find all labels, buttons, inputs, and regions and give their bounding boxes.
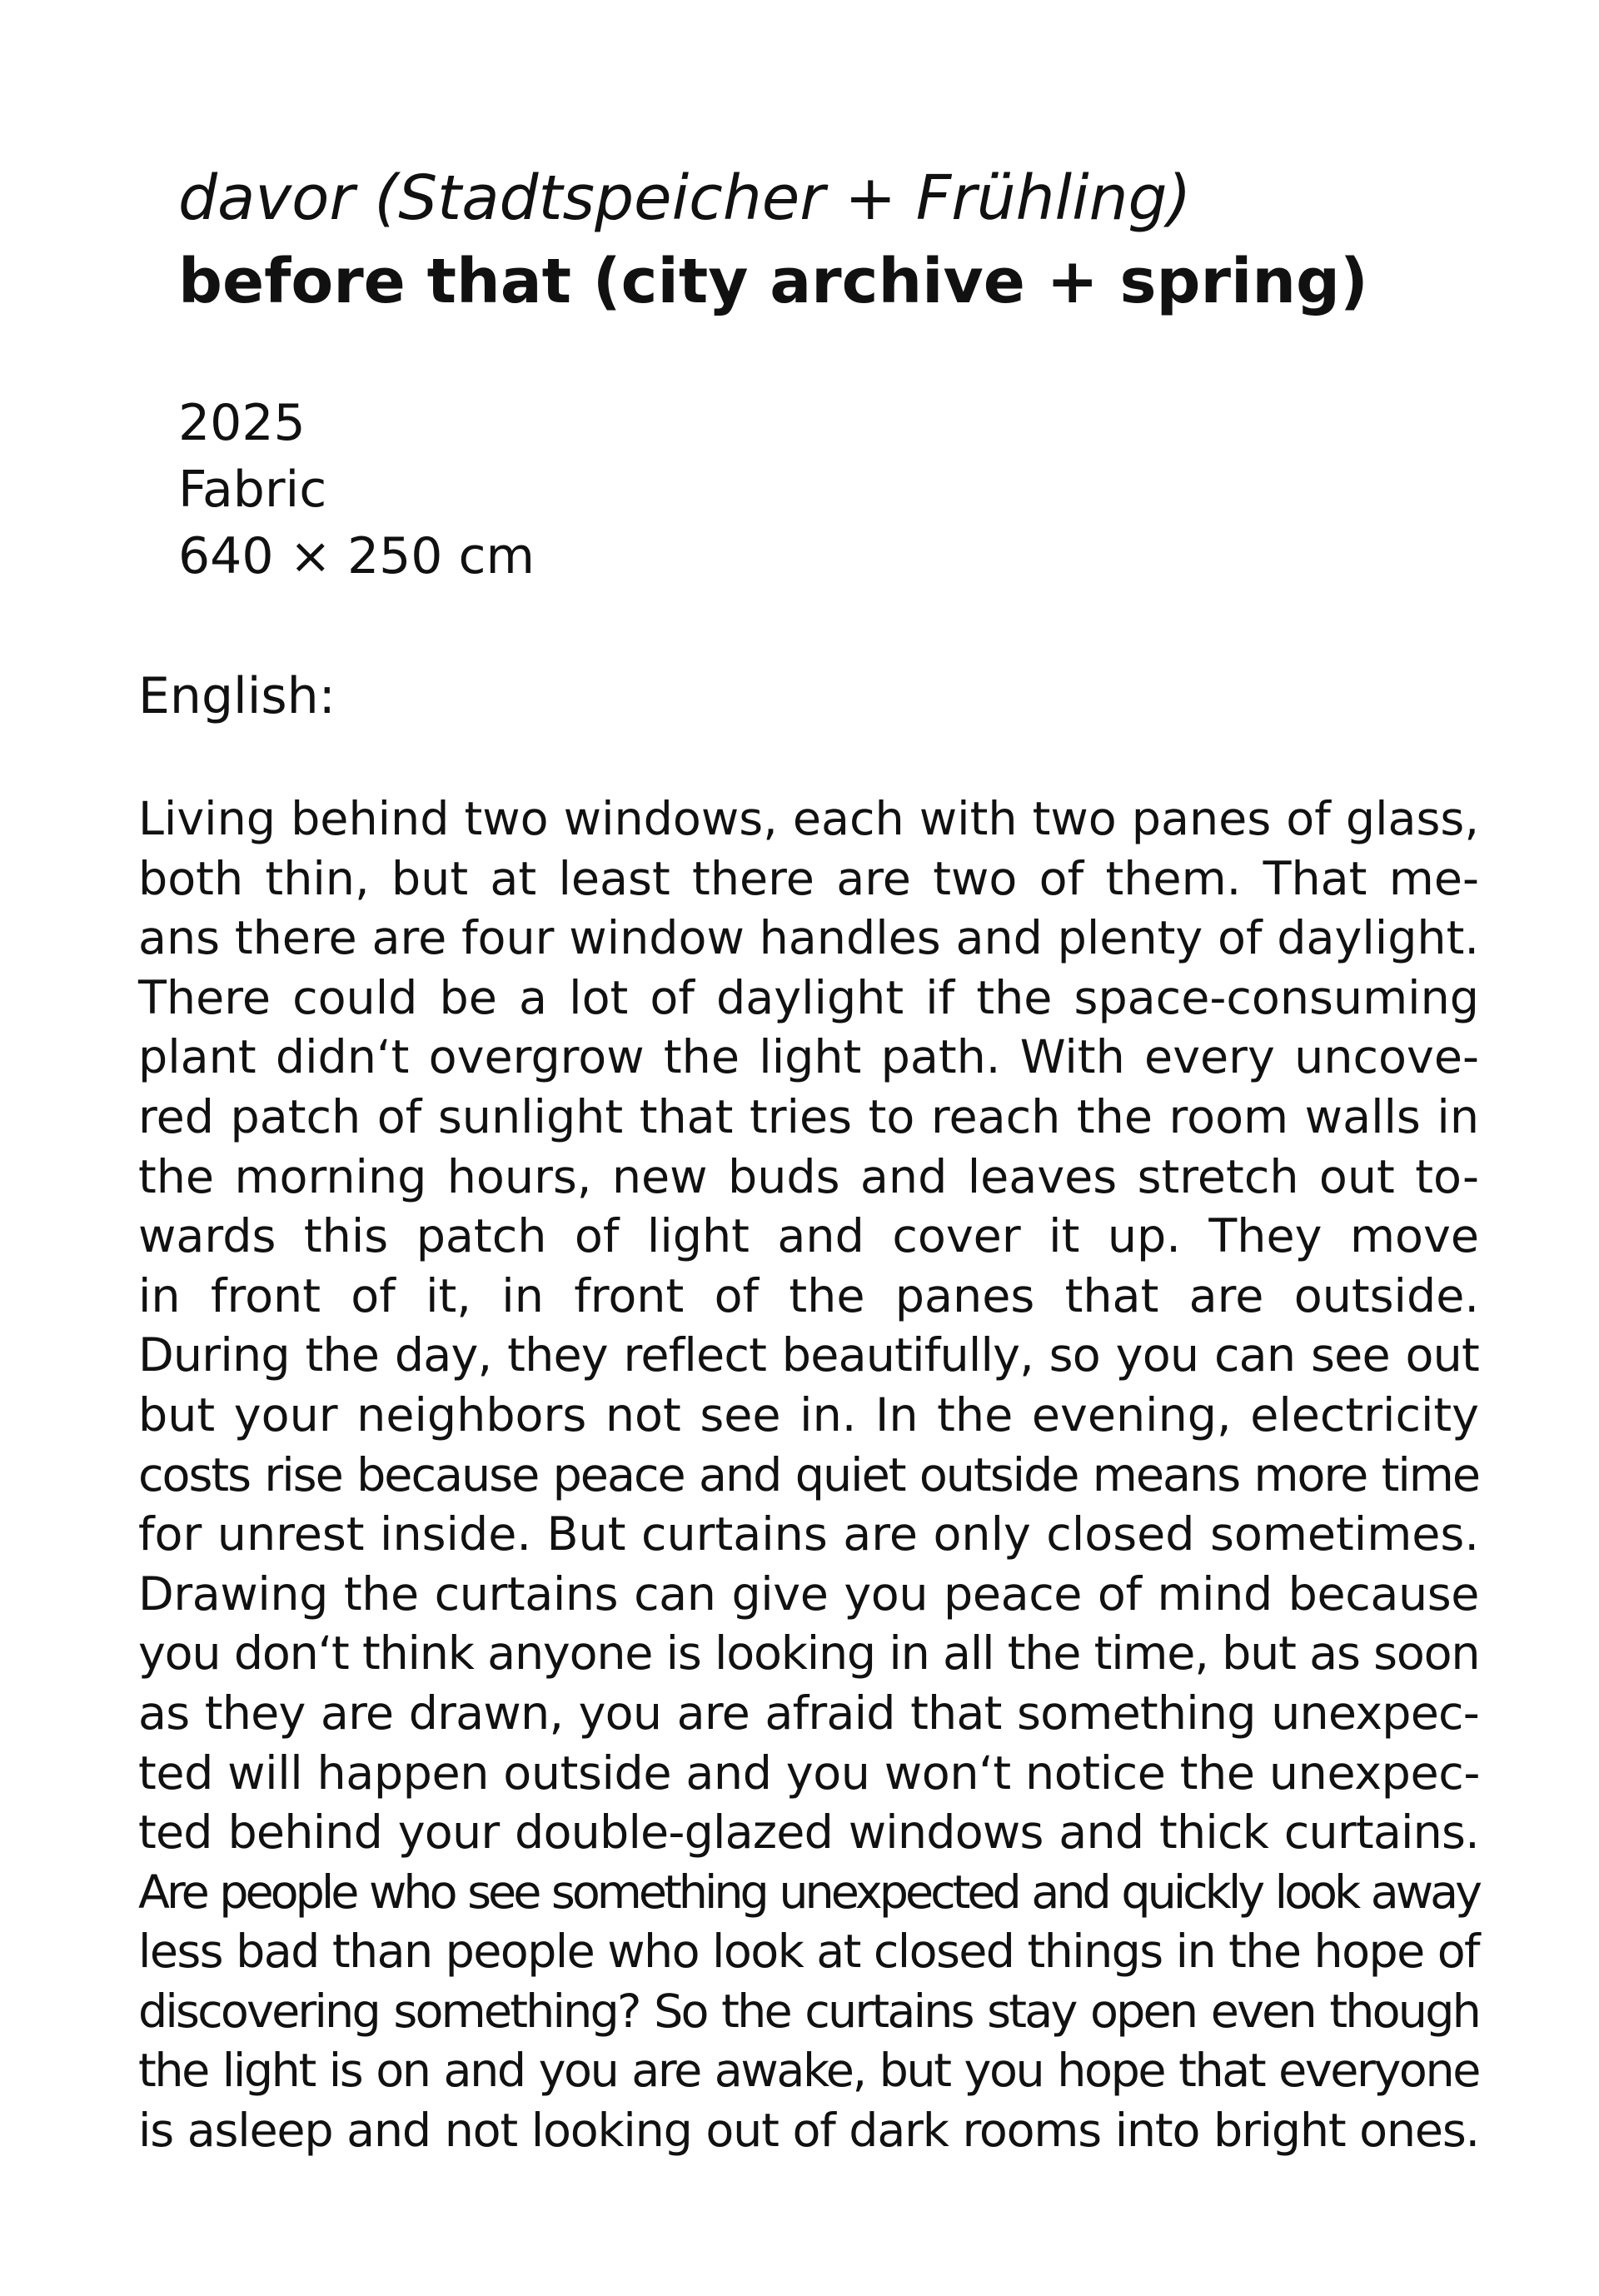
- text-line: There could be a lot of daylight if the space-consuming: [138, 970, 1479, 1025]
- text-line: ted behind your double-glazed windows and thick curtains.: [138, 1805, 1479, 1860]
- text-line: but your neighbors not see in. In the evening, electricity: [138, 1387, 1479, 1442]
- text-line: both thin, but at least there are two of them. That me-: [138, 851, 1479, 906]
- text-line: in front of it, in front of the panes that are outside.: [138, 1268, 1479, 1323]
- text-line: for unrest inside. But curtains are only closed sometimes.: [138, 1507, 1479, 1562]
- text-line: as they are drawn, you are afraid that something unexpec-: [138, 1686, 1479, 1741]
- dimensions: 640 × 250 cm: [178, 527, 535, 585]
- title-original: davor (Stadtspeicher + Frühling): [178, 162, 1192, 234]
- text-line: plant didn‘t overgrow the light path. With every uncove-: [138, 1030, 1479, 1085]
- body-text: [138, 789, 1479, 2161]
- text-line: is asleep and not looking out of dark rooms into bright ones.: [138, 2104, 1479, 2159]
- text-line: wards this patch of light and cover it up. They move: [138, 1209, 1479, 1264]
- text-line: Are people who see something unexpected and quickly look away: [138, 1865, 1479, 1920]
- text-line: red patch of sunlight that tries to reach the room walls in: [138, 1089, 1479, 1144]
- text-line: discovering something? So the curtains stay open even though: [138, 1984, 1479, 2039]
- text-line: the light is on and you are awake, but you hope that everyone: [138, 2044, 1479, 2099]
- text-line: you don‘t think anyone is looking in all the time, but as soon: [138, 1626, 1480, 1681]
- text-line: ted will happen outside and you won‘t notice the unexpec-: [138, 1746, 1480, 1800]
- artwork-details: [178, 390, 535, 590]
- material: Fabric: [178, 461, 327, 519]
- text-line: Drawing the curtains can give you peace of mind because: [138, 1566, 1479, 1621]
- text-line: less bad than people who look at closed things in the hope of: [138, 1925, 1479, 1980]
- title-block: [178, 157, 1477, 323]
- text-line: During the day, they reflect beautifully, so you can see out: [138, 1328, 1479, 1383]
- language-label: English:: [138, 667, 336, 725]
- text-line: ans there are four window handles and plenty of daylight.: [138, 911, 1479, 966]
- year: 2025: [178, 394, 306, 452]
- text-line: the morning hours, new buds and leaves stretch out to-: [138, 1149, 1479, 1204]
- text-line: costs rise because peace and quiet outside means more time: [138, 1447, 1479, 1502]
- title-english: before that (city archive + spring): [178, 246, 1368, 317]
- text-line: Living behind two windows, each with two panes of glass,: [138, 792, 1479, 846]
